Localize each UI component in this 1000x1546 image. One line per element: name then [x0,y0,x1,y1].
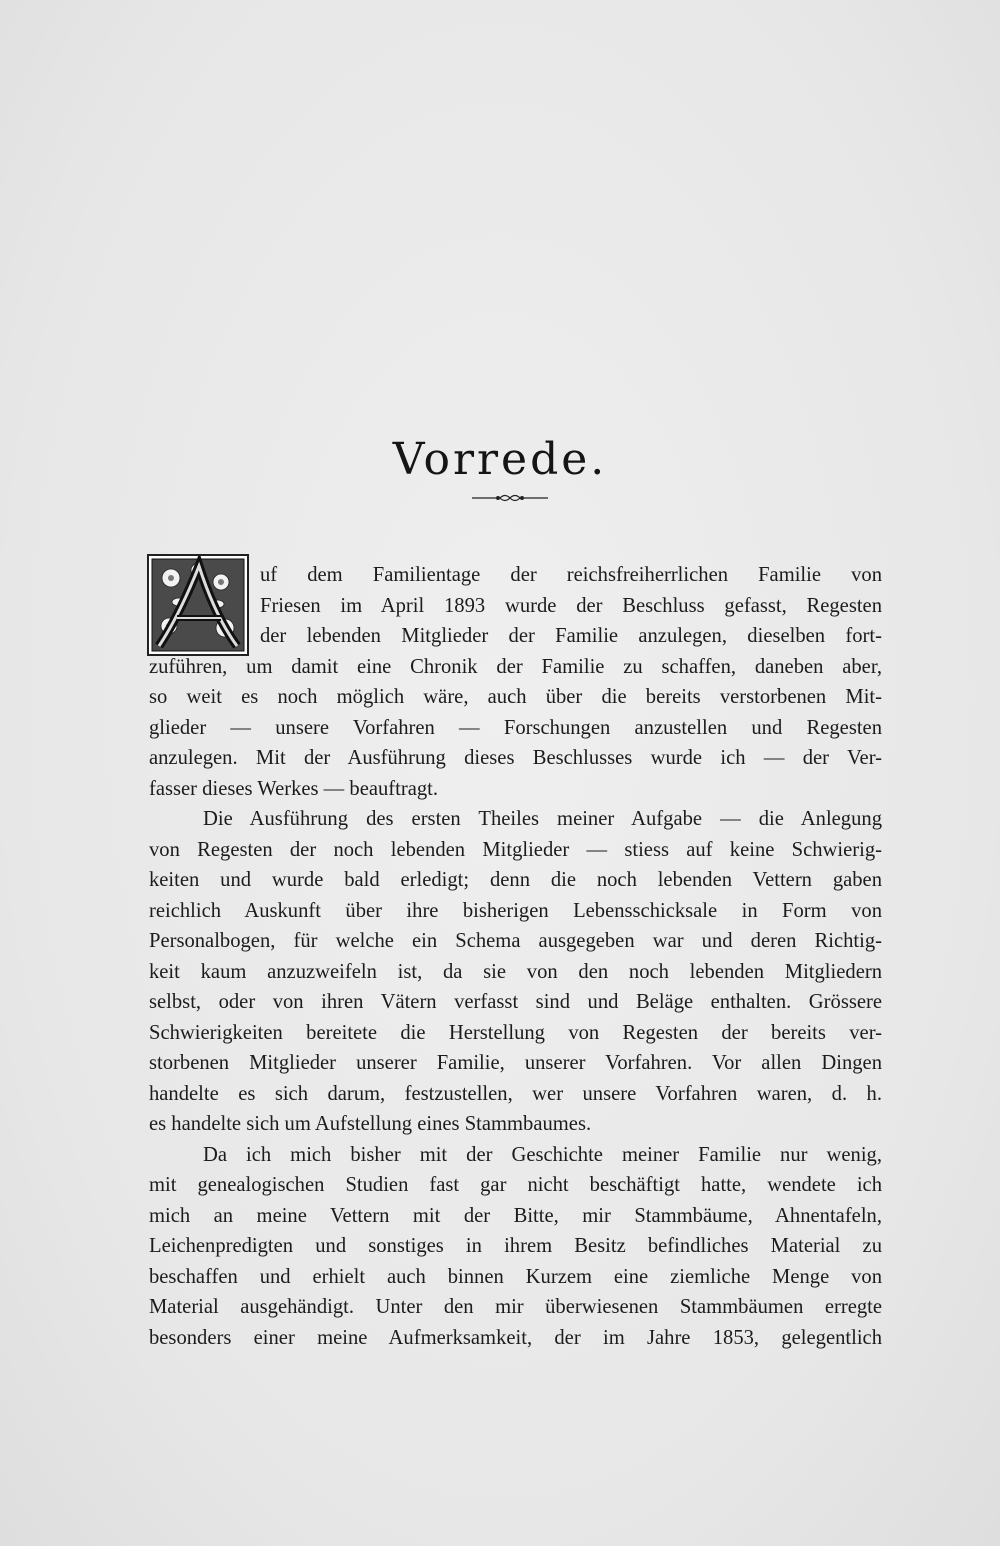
paragraph-3 [149,1140,882,1354]
text-line: Material ausgehändigt. Unter den mir überwiesenen Stammbäumen erregte [149,1296,882,1318]
title-ornament [470,490,550,506]
text-line: selbst, oder von ihren Vätern verfasst sind und Beläge enthalten. Grössere [149,991,882,1013]
text-line: handelte es sich darum, festzustellen, wer unsere Vorfahren waren, d. h. [149,1082,882,1105]
text-line: mich an meine Vettern mit der Bitte, mir Stammbäume, Ahnentafeln, [149,1204,882,1227]
text-line: beschaffen und erhielt auch binnen Kurzem eine ziemliche Menge von [149,1265,882,1288]
paragraph-2 [149,804,882,1140]
text-line: Friesen im April 1893 wurde der Beschluss gefasst, Regesten [260,594,882,617]
text-line: storbenen Mitglieder unserer Familie, unserer Vorfahren. Vor allen Dingen [149,1052,882,1074]
page-title: Vorrede. [392,434,608,486]
text-line: fasser dieses Werkes — beauftragt. [149,777,439,800]
text-line: glieder — unsere Vorfahren — Forschungen anzustellen und Regesten [149,716,882,739]
decorated-initial [147,554,249,656]
text-line: mit genealogischen Studien fast gar nicht beschäftigt hatte, wendete ich [149,1174,882,1196]
body-text [149,560,882,1353]
text-line: keiten und wurde bald erledigt; denn die noch lebenden Vettern gaben [149,869,882,891]
floral-ornament-icon [149,556,247,654]
text-line: Leichenpredigten und sonstiges in ihrem Besitz befindliches Material zu [149,1235,882,1257]
text-line: der lebenden Mitglieder der Familie anzulegen, dieselben fort- [260,625,882,647]
text-line: es handelte sich um Aufstellung eines Stammbaumes. [149,1113,592,1135]
text-line: besonders einer meine Aufmerksamkeit, der im Jahre 1853, gelegentlich [149,1326,882,1349]
text-line: Personalbogen, für welche ein Schema ausgegeben war und deren Richtig- [149,930,882,952]
paragraph-1 [149,560,882,804]
text-line: anzulegen. Mit der Ausführung dieses Beschlusses wurde ich — der Ver- [149,747,882,769]
text-line: zuführen, um damit eine Chronik der Familie zu schaffen, daneben aber, [149,655,882,678]
text-line: Da ich mich bisher mit der Geschichte meiner Familie nur wenig, [203,1143,882,1166]
text-line: Die Ausführung des ersten Theiles meiner Aufgabe — die Anlegung [203,808,882,830]
text-line: von Regesten der noch lebenden Mitglieder — stiess auf keine Schwierig- [149,838,882,861]
text-line: keit kaum anzuzweifeln ist, da sie von den noch lebenden Mitgliedern [149,960,882,983]
text-line: Schwierigkeiten bereitete die Herstellung von Regesten der bereits ver- [149,1021,882,1044]
text-line: so weit es noch möglich wäre, auch über die bereits verstorbenen Mit- [149,686,882,708]
text-line: uf dem Familientage der reichsfreiherrlichen Familie von [260,564,882,586]
text-line: reichlich Auskunft über ihre bisherigen Lebensschicksale in Form von [149,899,882,922]
